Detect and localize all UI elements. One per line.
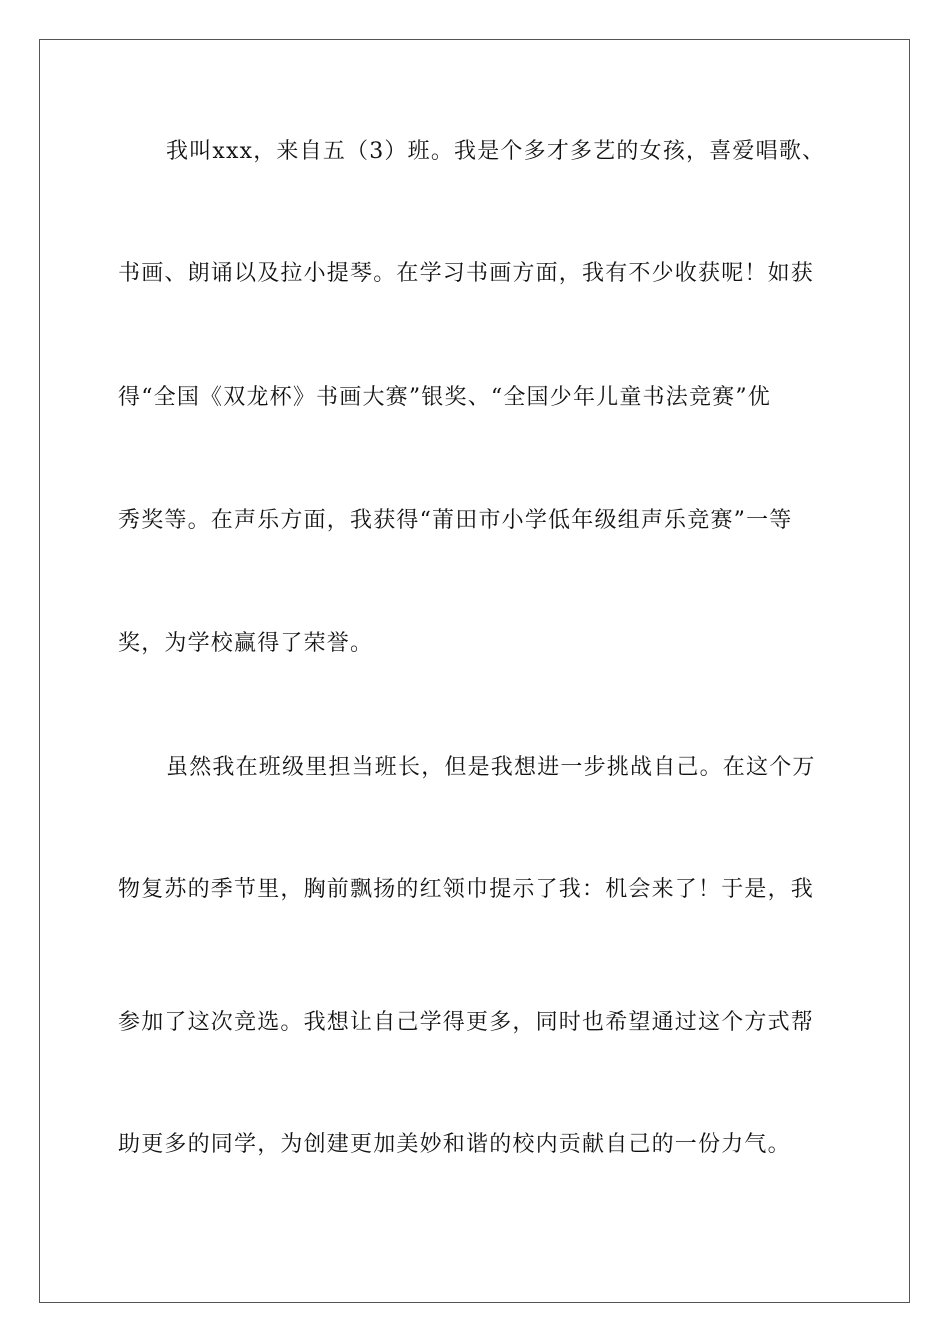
text-line: 秀奖等。在声乐方面，我获得“莆田市小学低年级组声乐竞赛”一等 — [118, 508, 793, 533]
page-border — [39, 39, 910, 1303]
text-line: 助更多的同学，为创建更加美妙和谐的校内贡献自己的一份力气。 — [118, 1132, 791, 1157]
text-line: 书画、朗诵以及拉小提琴。在学习书画方面，我有不少收获呢！如获 — [118, 261, 815, 286]
text-line: 参加了这次竞选。我想让自己学得更多，同时也希望通过这个方式帮 — [118, 1010, 815, 1035]
text-line: 物复苏的季节里，胸前飘扬的红领巾提示了我：机会来了！于是，我 — [118, 877, 815, 902]
text-line: 得“全国《双龙杯》书画大赛”银奖、“全国少年儿童书法竞赛”优 — [118, 385, 771, 410]
text-line: 虽然我在班级里担当班长，但是我想进一步挑战自己。在这个万 — [166, 755, 816, 780]
text-line: 我叫xxx，来自五（3）班。我是个多才多艺的女孩，喜爱唱歌、 — [166, 139, 826, 164]
text-line: 奖，为学校赢得了荣誉。 — [118, 631, 374, 656]
